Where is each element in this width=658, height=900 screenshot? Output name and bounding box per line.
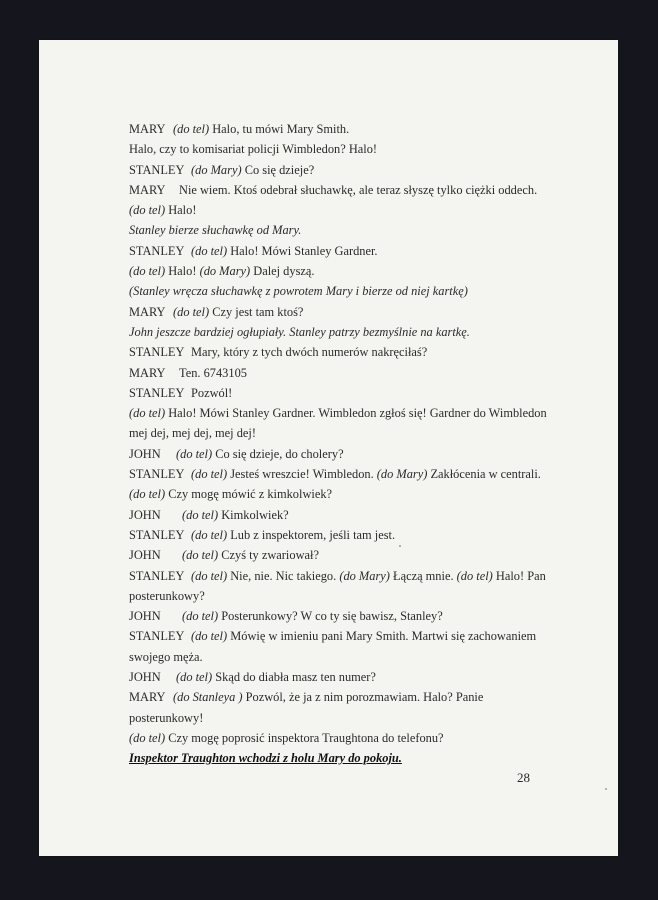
- stage-direction: (do tel): [191, 467, 228, 482]
- stage-direction: (do tel): [129, 264, 166, 279]
- dialogue-line: [129, 200, 529, 220]
- stage-direction: (do tel): [129, 730, 166, 745]
- dialogue-line: [129, 464, 541, 484]
- dialogue-text: Czy mogę mówić z kimkolwiek?: [165, 487, 333, 502]
- dialogue-text: Czy mogę poprosić inspektora Traughtona do telefonu?: [165, 730, 444, 745]
- stage-direction: (do tel): [182, 609, 219, 624]
- stage-direction: (do Mary): [339, 568, 390, 583]
- stage-direction: John jeszcze bardziej ogłupiały. Stanley patrzy bezmyślnie na kartkę.: [129, 324, 470, 339]
- stage-direction: (do tel): [191, 568, 228, 583]
- dialogue-text: Jesteś wreszcie! Wimbledon.: [227, 467, 377, 482]
- dialogue-line: [129, 566, 546, 586]
- dialogue-line: [129, 342, 529, 362]
- dialogue-text: Halo, tu mówi Mary Smith.: [209, 122, 350, 136]
- stage-line: [129, 748, 529, 768]
- dialogue-text: Halo, czy to komisariat policji Wimbledon? Halo!: [129, 142, 378, 157]
- speaker-name: MARY: [129, 122, 166, 136]
- dialogue-line: [129, 484, 529, 504]
- dialogue-text: swojego męża.: [129, 649, 203, 664]
- speaker-name: JOHN: [129, 670, 161, 685]
- dialogue-line: [129, 586, 529, 606]
- stage-direction: (do tel): [182, 548, 219, 563]
- stage-direction: (do tel): [129, 203, 166, 218]
- dialogue-text: posterunkowy?: [129, 588, 205, 603]
- speaker-name: MARY: [129, 182, 166, 197]
- speaker-name: JOHN: [129, 507, 161, 522]
- dialogue-line: [129, 139, 529, 159]
- dialogue-line: [129, 606, 529, 626]
- stage-direction: (do tel): [176, 446, 213, 461]
- stage-direction: (do Mary): [191, 162, 242, 177]
- dialogue-text: Nie, nie. Nic takiego.: [227, 568, 340, 583]
- speaker-name: MARY: [129, 304, 166, 319]
- stage-direction: (do tel): [456, 568, 493, 583]
- speaker-name: MARY: [129, 365, 166, 380]
- speaker-name: STANLEY: [129, 568, 185, 583]
- stage-direction: (Stanley wręcza słuchawkę z powrotem Mary i bierze od niej kartkę): [129, 284, 468, 299]
- dialogue-text: Halo! Pan: [492, 568, 546, 583]
- stage-line: [129, 220, 529, 240]
- dialogue-text: Co się dzieje, do cholery?: [212, 446, 344, 461]
- dialogue-line: [129, 687, 529, 707]
- speaker-name: STANLEY: [129, 162, 185, 177]
- dialogue-text: Nie wiem. Ktoś odebrał słuchawkę, ale teraz słyszę tylko ciężki oddech.: [179, 182, 538, 197]
- dialogue-line: [129, 119, 529, 139]
- stage-line: [129, 281, 529, 301]
- speaker-name: JOHN: [129, 446, 161, 461]
- stage-direction: (do tel): [173, 122, 210, 136]
- dialogue-text: Mary, który z tych dwóch numerów nakręciłaś?: [191, 345, 428, 360]
- dialogue-text: Łączą mnie.: [389, 568, 457, 583]
- dialogue-text: Halo!: [165, 264, 200, 279]
- stage-direction: (do tel): [173, 304, 210, 319]
- dialogue-line: [129, 261, 529, 281]
- dialogue-text: mej dej, mej dej, mej dej!: [129, 426, 256, 441]
- dialogue-line: [129, 667, 529, 687]
- dialogue-text: Co się dzieje?: [241, 162, 315, 177]
- dialogue-line: [129, 383, 529, 403]
- dialogue-line: [129, 728, 529, 748]
- dialogue-line: [129, 160, 529, 180]
- speaker-name: STANLEY: [129, 527, 185, 542]
- dialogue-text: Czyś ty zwariował?: [218, 548, 319, 563]
- speaker-name: STANLEY: [129, 385, 185, 400]
- speaker-name: STANLEY: [129, 345, 185, 360]
- stage-direction: (do tel): [182, 507, 219, 522]
- speaker-name: JOHN: [129, 609, 161, 624]
- stage-line: [129, 322, 529, 342]
- speaker-name: STANLEY: [129, 629, 185, 644]
- stage-direction: (do tel): [129, 406, 166, 421]
- dialogue-line: [129, 403, 547, 423]
- dialogue-line: [129, 505, 529, 525]
- stage-direction: (do Mary): [199, 264, 251, 279]
- dialogue-text: Halo! Mówi Stanley Gardner.: [227, 243, 378, 258]
- stage-direction: (do tel): [129, 487, 166, 502]
- stage-direction: (do tel): [191, 527, 228, 542]
- paper-speck: [605, 788, 607, 790]
- dialogue-line: [129, 241, 529, 261]
- dialogue-line: [129, 647, 529, 667]
- speaker-name: MARY: [129, 690, 166, 705]
- dialogue-text: Skąd do diabła masz ten numer?: [212, 670, 376, 685]
- stage-direction: (do tel): [191, 243, 228, 258]
- dialogue-line: [129, 302, 529, 322]
- dialogue-line: [129, 708, 529, 728]
- stage-direction: (do Mary): [376, 467, 428, 482]
- dialogue-text: Zakłócenia w centrali.: [427, 467, 541, 482]
- speaker-name: STANLEY: [129, 243, 185, 258]
- dialogue-text: Mówię w imieniu pani Mary Smith. Martwi się zachowaniem: [227, 629, 537, 644]
- dialogue-line: [129, 363, 529, 383]
- dialogue-text: Halo!: [165, 203, 197, 218]
- stage-direction: (do tel): [191, 629, 228, 644]
- dialogue-text: Pozwól!: [191, 385, 233, 400]
- dialogue-text: Halo! Mówi Stanley Gardner. Wimbledon zgłoś się! Gardner do Wimbledon: [165, 406, 547, 421]
- dialogue-text: posterunkowy!: [129, 710, 204, 725]
- page-number: 28: [517, 770, 530, 785]
- dialogue-line: [129, 525, 529, 545]
- dialogue-text: Ten. 6743105: [179, 365, 247, 380]
- stage-direction: (do Stanleya ): [173, 690, 243, 705]
- dialogue-text: Pozwól, że ja z nim porozmawiam. Halo? Panie: [242, 690, 484, 705]
- dialogue-line: [129, 423, 529, 443]
- stage-direction: Stanley bierze słuchawkę od Mary.: [129, 223, 302, 238]
- dialogue-text: Dalej dyszą.: [250, 264, 315, 279]
- dialogue-line: [129, 545, 529, 565]
- dialogue-text: Posterunkowy? W co ty się bawisz, Stanley?: [218, 609, 443, 624]
- script-text: [129, 119, 547, 769]
- dialogue-text: Kimkolwiek?: [218, 507, 289, 522]
- paper-speck: [399, 545, 401, 547]
- speaker-name: JOHN: [129, 548, 161, 563]
- script-page: [39, 40, 618, 856]
- final-stage-direction: Inspektor Traughton wchodzi z holu Mary do pokoju.: [129, 751, 402, 766]
- dialogue-text: Lub z inspektorem, jeśli tam jest.: [227, 527, 396, 542]
- speaker-name: STANLEY: [129, 467, 185, 482]
- dialogue-line: [129, 626, 537, 646]
- dialogue-line: [129, 180, 538, 200]
- dialogue-line: [129, 444, 529, 464]
- stage-direction: (do tel): [176, 670, 213, 685]
- dialogue-text: Czy jest tam ktoś?: [209, 304, 304, 319]
